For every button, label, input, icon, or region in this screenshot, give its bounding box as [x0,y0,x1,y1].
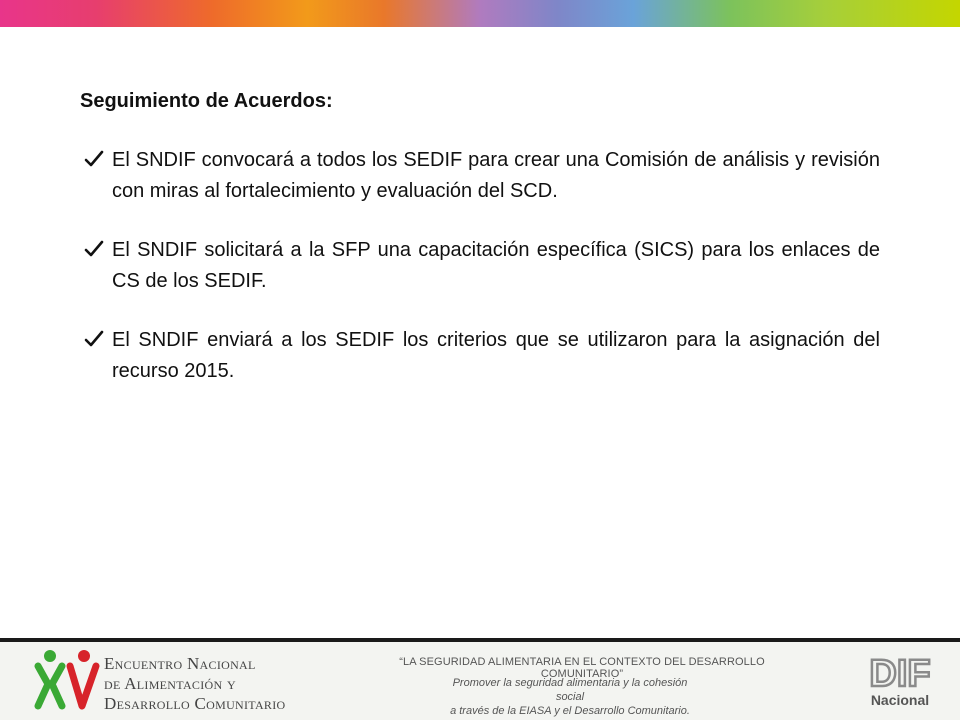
event-name-line: de Alimentación y [104,674,236,693]
check-icon [84,149,104,169]
dif-subtitle: Nacional [870,692,930,708]
list-item-text: El SNDIF enviará a los SEDIF los criterios que se utilizaron para la asignación del recurso 2015. [112,329,880,382]
tagline-line: a través de la EIASA y el Desarrollo Comunitario. [450,705,690,717]
dif-logo-text: DIF [869,653,931,692]
xv-logo-icon [32,648,102,714]
footer [0,642,960,720]
list-item [80,325,880,387]
event-tagline [440,676,700,718]
tagline-line: Promover la seguridad alimentaria y la cohesión social [452,677,688,703]
dif-logo-icon [862,652,938,692]
list-item [80,145,880,207]
event-name [104,654,286,714]
list-item-text: El SNDIF convocará a todos los SEDIF para crear una Comisión de análisis y revisión con miras al fortalecimiento y evaluación del SCD. [112,149,880,202]
agreement-list [80,145,880,415]
event-slogan: “LA SEGURIDAD ALIMENTARIA EN EL CONTEXTO DEL DESARROLLO COMUNITARIO” [399,656,765,680]
check-icon [84,329,104,349]
event-name-line: Desarrollo Comunitario [104,694,286,713]
slide-heading: Seguimiento de Acuerdos: [80,90,333,112]
list-item-text: El SNDIF solicitará a la SFP una capacitación específica (SICS) para los enlaces de CS de los SEDIF. [112,239,880,292]
top-color-bar [0,0,960,27]
list-item [80,235,880,297]
check-icon [84,239,104,259]
event-name-line: Encuentro Nacional [104,654,256,673]
